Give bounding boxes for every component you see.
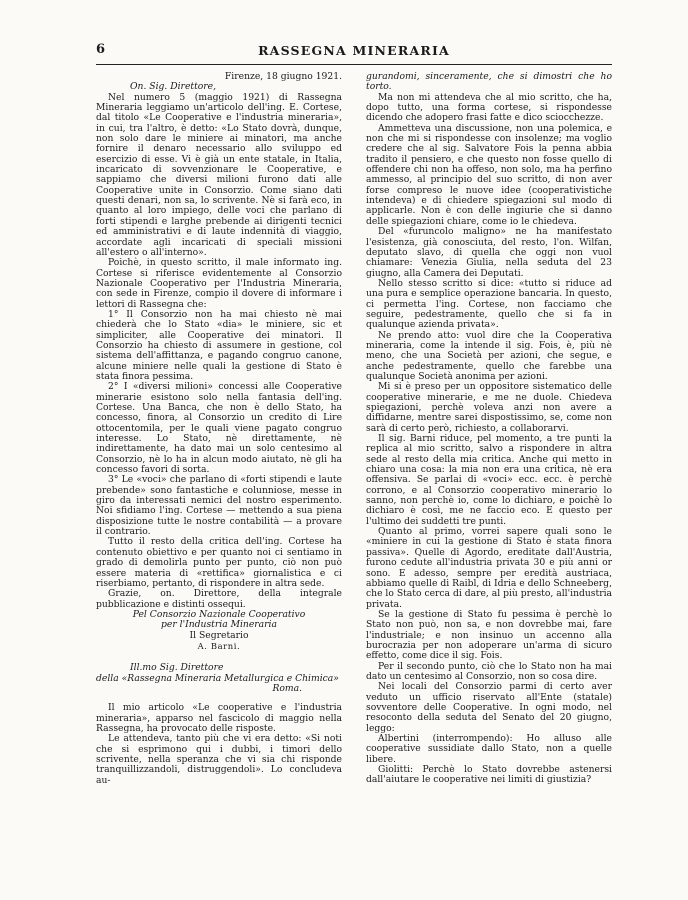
journal-title: RASSEGNA MINERARIA <box>258 43 450 58</box>
paragraph: Mi si è preso per un oppositore sistematico delle cooperative minerarie, e me ne duole. Chiedeva spiegazioni, perchè voleva anzi non avere a diffidarne, mentre sarei dispostissimo, se, come non sarà di certo però, richiesto, a collaborarvi. <box>366 381 612 434</box>
paragraph: Ammetteva una discussione, non una polemica, e non che mi si rispondesse con insolenze; ma voglio credere che al sig. Salvatore Fois la penna abbia tradito il pensiero, e che questo non fosse quello di offendere chi non ha offeso, non solo, ma ha perfino ammesso, al principio del suo scritto, di non aver forse compreso le nuove idee (cooperativistiche intendeva) e di chiedere spiegazioni sul modo di applicarle. Non è con delle ingiurie che si danno delle spiegazioni chiare, come io le chiedeva. <box>366 122 612 227</box>
paragraph: 3° Le «voci» che parlano di «forti stipendi e laute prebende» sono fantastiche e colunniose, messe in giro da interessati nemici del nostro esperimento. Noi sfidiamo l'ing. Cortese — mettendo a sua piena disposizione tutte le nostre contabilità — a provare il contrario. <box>96 474 342 538</box>
paragraph: Se la gestione di Stato fu pessima è perchè lo Stato non può, non sa, e non dovrebbe mai, fare l'industriale; e non insinuo un accenno alla burocrazia per non adoperare un'arma di sicuro effetto, come dice il sig. Fois. <box>366 608 612 662</box>
signature-role: Il Segretario <box>189 629 249 641</box>
paragraph: Del «furuncolo maligno» ne ha manifestato l'esistenza, già conosciuta, del resto, l'on. Wilfan, deputato slavo, di quella che oggi non vuol chiamare: Venezia Giulia, nella seduta del 23 giugno, alla Camera dei Deputati. <box>366 226 612 279</box>
header-rule <box>96 64 612 65</box>
paragraph: Nello stesso scritto si dice: «tutto si riduce ad una pura e semplice operazione bancaria. In questo, ci permetta l'ing. Cortese, non facciamo che seguire, pedestramente, quello che si fa in qualunque azienda privata». <box>366 277 612 331</box>
paragraph: Il sig. Barni riduce, pel momento, a tre punti la replica al mio scritto, salvo a rispondere in altra sede al resto della mia critica. Anche qui metto in chiaro una cosa: la mia non era una critica, nè era offensiva. Se parlai di «voci» ecc. ecc. è perchè corrono, e al Consorzio cooperativo minerario lo sanno, non perchè io, come lo dichiaro, e poichè lo dichiaro è così, me ne faccio eco. E questo per l'ultimo dei suddetti tre punti. <box>366 433 612 527</box>
signature-org-line: per l'Industria Mineraria <box>161 619 277 631</box>
paragraph: Quanto al primo, vorrei sapere quali sono le «miniere in cui la gestione di Stato è stata finora passiva». Quelle di Agordo, ereditate dall'Austria, furono cedute all'industria privata 30 e più anni or sono. E adesso, sempre per eredità austriaca, abbiamo quelle di Raibl, di Idria e dello Schneeberg, che lo Stato cerca di dare, al più presto, all'industria privata. <box>366 526 612 610</box>
paragraph: Ma non mi attendeva che al mio scritto, che ha, dopo tutto, una forma cortese, si rispondesse dicendo che adopero frasi fatte e dico sciocchezze. <box>366 91 612 124</box>
paragraph: Poichè, in questo scritto, il male informato ing. Cortese si riferisce evidentemente al Consorzio Nazionale Cooperativo per l'Industria Mineraria, con sede in Firenze, compio il dovere di informare i lettori di Rassegna che: <box>96 257 342 310</box>
reply-addressee: Ill.mo Sig. Direttore <box>130 662 224 674</box>
paragraph: Giolitti: Perchè lo Stato dovrebbe astenersi dall'aiutare le cooperative nei limiti di giustizia? <box>366 764 612 786</box>
paragraph: Ne prendo atto: vuol dire che la Cooperativa mineraria, come la intende il sig. Fois, è, più nè meno, che una Società per azioni, che segue, e anche pedestramente, quello che farebbe una qualunque Società anonima per azioni. <box>366 329 612 382</box>
paragraph: Per il secondo punto, ciò che lo Stato non ha mai dato un centesimo al Consorzio, non so cosa dire. <box>366 660 612 682</box>
paragraph: Le attendeva, tanto più che vi era detto: «Si noti che si esprimono qui i dubbi, i timori dello scrivente, nella speranza che vi sia chi risponde tranquillizzandoli, distruggendoli». Lo concludeva au- <box>96 733 342 786</box>
reply-addressee: della «Rassegna Mineraria Metallurgica e Chimica» <box>96 672 339 684</box>
reply-city: Roma. <box>272 682 302 694</box>
signature-name: A. Barni. <box>197 640 241 651</box>
paragraph: 2° I «diversi milioni» concessi alle Cooperative minerarie esistono solo nella fantasia dell'ing. Cortese. Una Banca, che non è dello Stato, ha concesso, finora, al Consorzio un credito di Lire ottocentomila, per le quali viene pagato congruo interesse. Lo Stato, nè direttamente, nè indirettamente, ha dato mai un solo centesimo al Consorzio, nè lo ha in alcun modo aiutato, nè gli ha concesso favori di sorta. <box>96 381 342 476</box>
right-column <box>366 72 612 786</box>
letter-dateline: Firenze, 18 giugno 1921. <box>224 71 342 82</box>
paragraph: gurandomi, sinceramente, che si dimostri che ho torto. <box>366 71 612 93</box>
paragraph: Nei locali del Consorzio parmi di certo aver veduto un ufficio riservato all'Ente (statale) sovventore delle Cooperative. In ogni modo, nel resoconto della seduta del Senato del 20 giugno, leggo: <box>366 681 612 734</box>
paragraph: Grazie, on. Direttore, della integrale pubblicazione e distinti ossequi. <box>96 588 342 610</box>
left-column <box>96 72 342 786</box>
paragraph: Nel numero 5 (maggio 1921) di Rassegna Mineraria leggiamo un'articolo dell'ing. E. Cortese, dal titolo «Le Cooperative e l'industria mineraria», in cui, tra l'altro, è detto: «Lo Stato dovrà, dunque, non solo dare le miniere ai minatori, ma anche fornire il denaro necessario allo sviluppo ed esercizio di esse. Vi è già un ente statale, in Italia, incaricato di sovvenzionare le Cooperative, e sappiamo che diversi milioni furono dati alle Cooperative unite in Consorzio. Come siano dati questi denari, non sa, lo scrivente. Nè si farà eco, in quanto al loro impiego, delle voci che parlano di forti stipendi e larghe prebende ai dirigenti tecnici ed amministrativi e di laute indennità di viaggio, accordate agli incaricati di speciali missioni all'estero o all'interno». <box>96 91 342 258</box>
paragraph: Tutto il resto della critica dell'ing. Cortese ha contenuto obiettivo e per quanto noi ci sentiamo in grado di demolirla punto per punto, ciò non può essere materia di «rettifica» giornalistica e ci riserbiamo, pertanto, di rispondere in altra sede. <box>96 536 342 589</box>
signature-org-line: Pel Consorzio Nazionale Cooperativo <box>132 608 306 620</box>
page-number: 6 <box>96 42 106 57</box>
paragraph: Il mio articolo «Le cooperative e l'industria mineraria», apparso nel fascicolo di maggio nella Rassegna, ha provocato delle risposte. <box>96 702 342 734</box>
paragraph: 1° Il Consorzio non ha mai chiesto nè mai chiederà che lo Stato «dia» le miniere, sic et simpliciter, alle Cooperative dei minatori. Il Consorzio ha chiesto di assumere in gestione, col sistema dell'affittanza, e pagando congruo canone, alcune miniere nelle quali la gestione di Stato è stata finora pessima. <box>96 308 342 382</box>
paragraph: Albertini (interrompendo): Ho alluso alle cooperative sussidiate dallo Stato, non a quelle libere. <box>366 733 612 765</box>
letter-salutation: On. Sig. Direttore, <box>130 81 217 93</box>
page-header <box>96 38 612 60</box>
